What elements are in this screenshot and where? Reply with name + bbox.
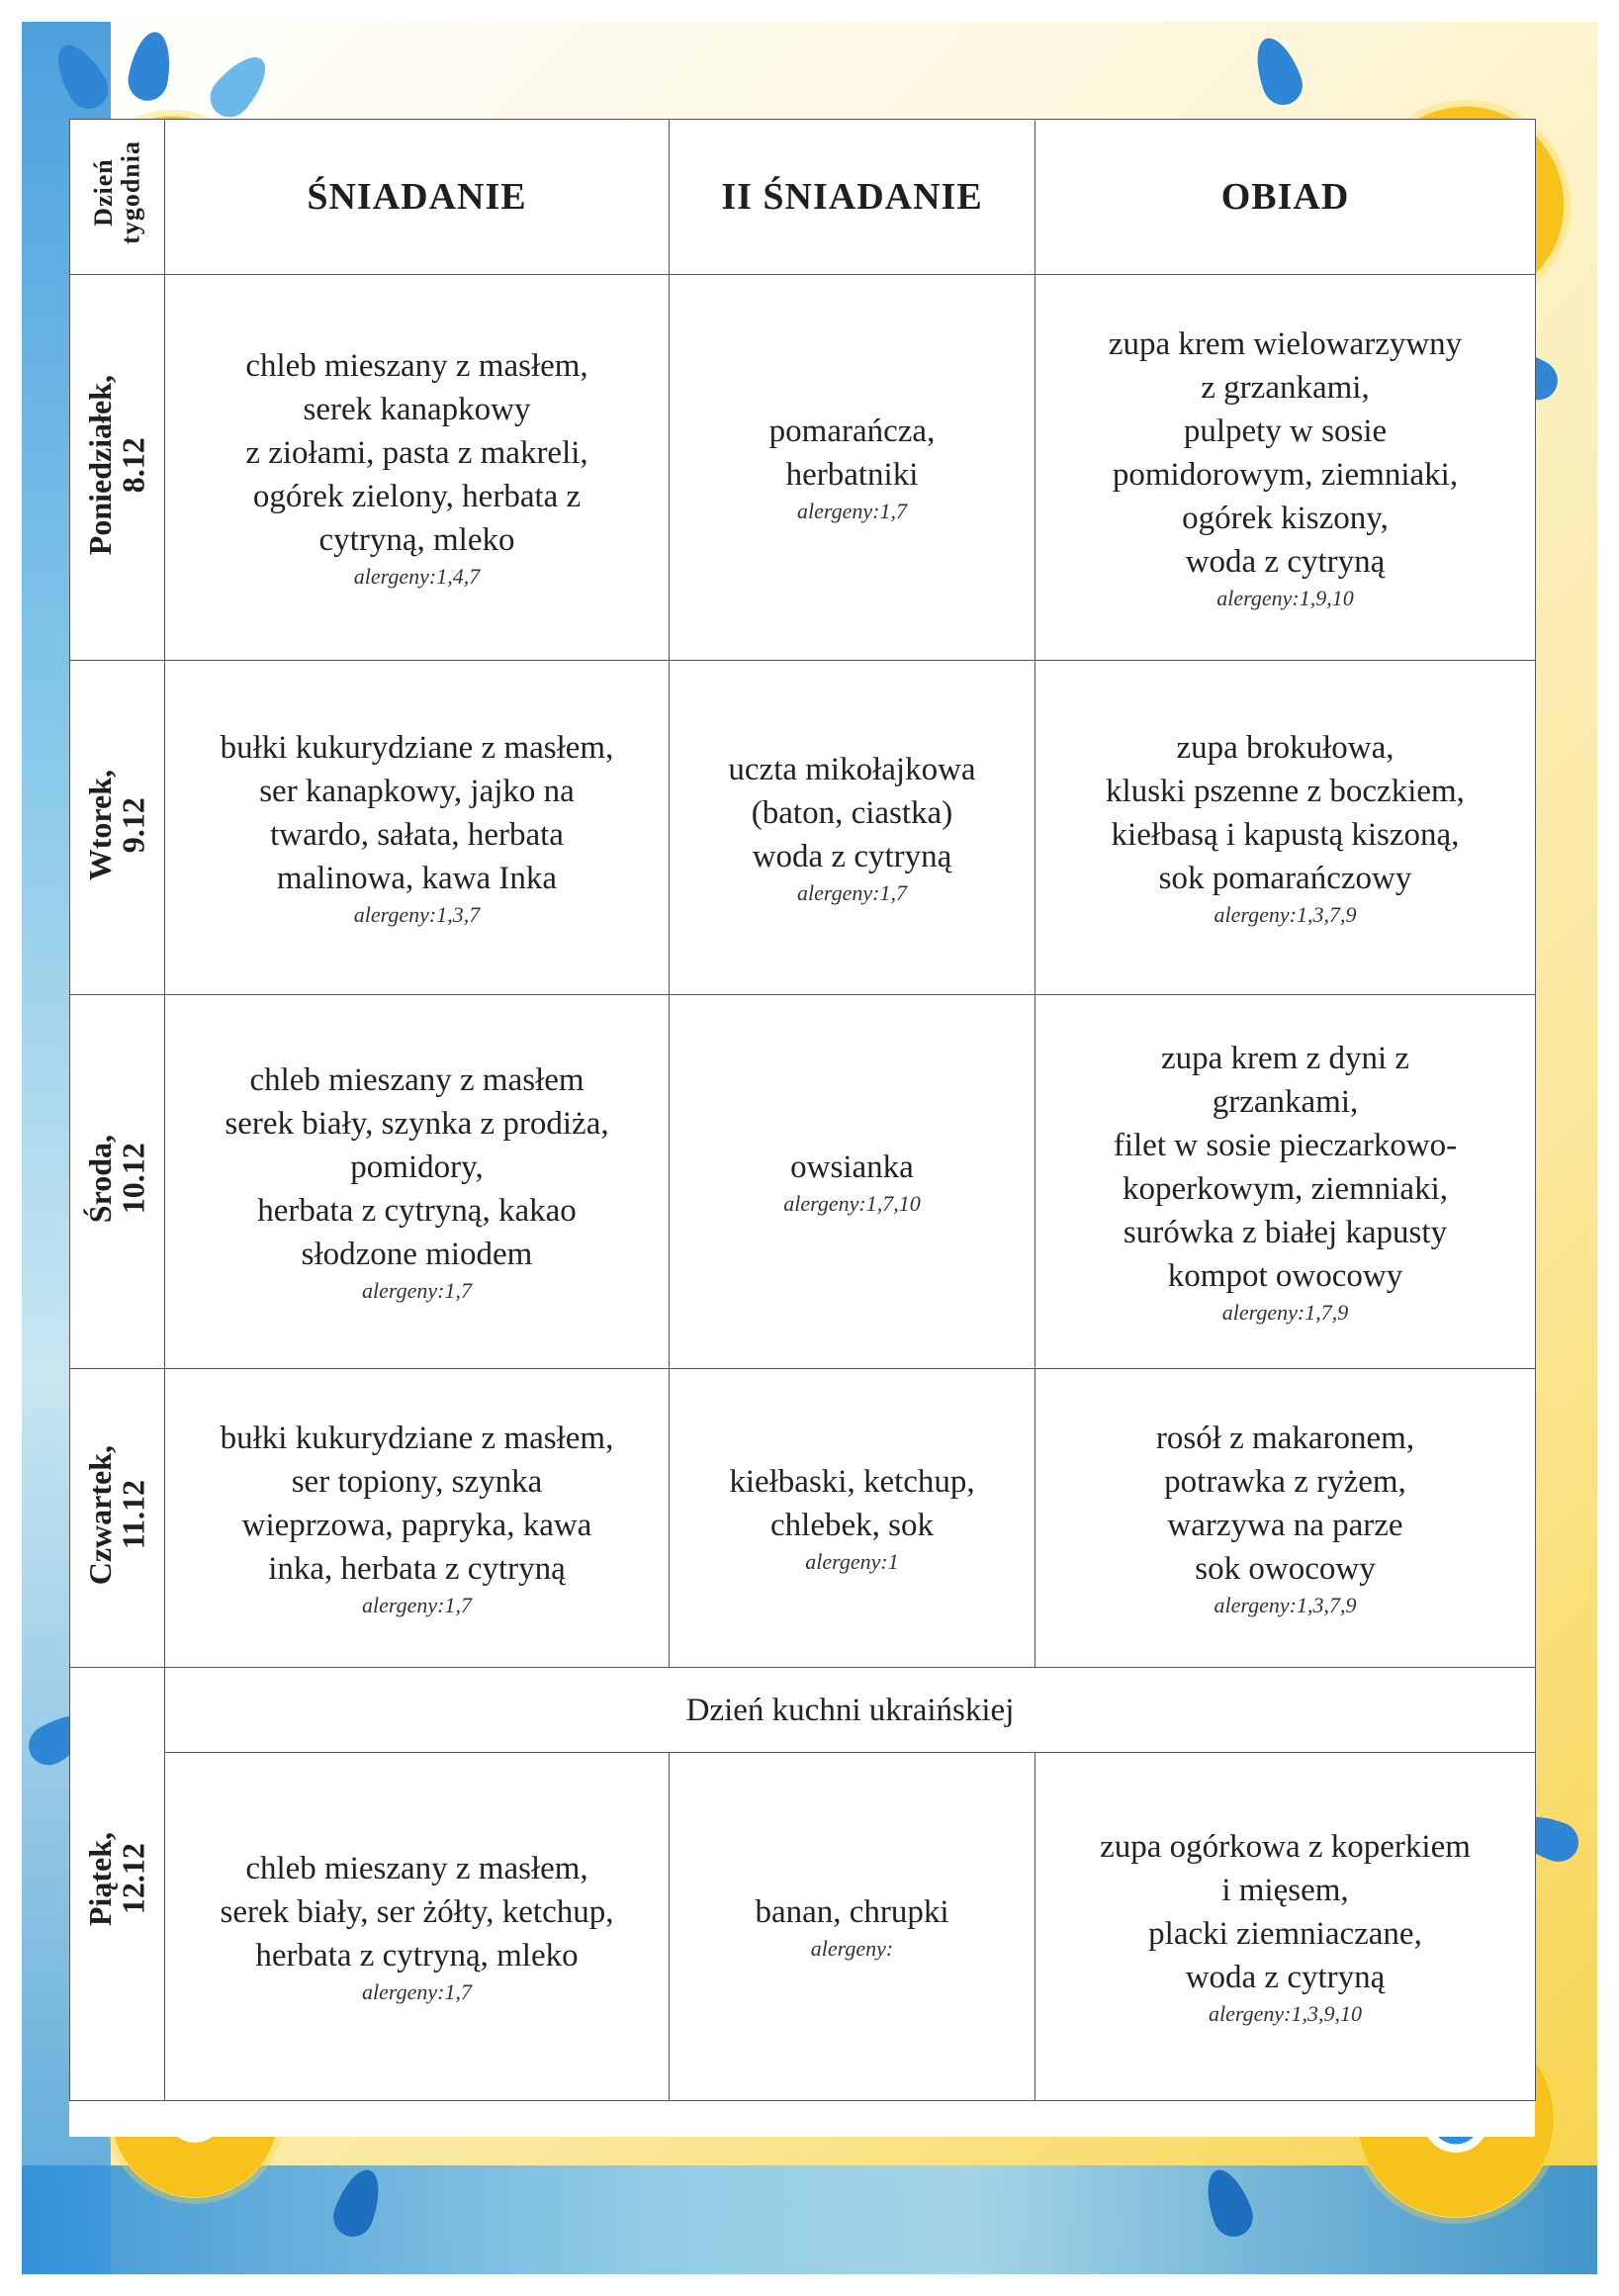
allergen-note: alergeny:: [810, 1935, 894, 1961]
header-second-breakfast: II ŚNIADANIE: [670, 120, 1035, 275]
breakfast-cell: bułki kukurydziane z masłem, ser kanapkowy, jajko na twardo, sałata, herbata malinowa, kawa Inka alergeny:1,3,7: [165, 661, 670, 995]
allergen-note: alergeny:1,7: [797, 498, 907, 523]
day-cell: [70, 1369, 165, 1668]
allergen-note: alergeny:1,7,10: [783, 1190, 921, 1216]
allergen-note: alergeny:1,3,7,9: [1214, 901, 1357, 927]
header-row: [70, 120, 1536, 275]
corner-label: Dzień tygodnia: [89, 139, 145, 244]
allergen-note: alergeny:1,7: [362, 1978, 472, 2004]
allergen-note: alergeny:1,7: [797, 879, 907, 905]
allergen-note: alergeny:1: [805, 1548, 899, 1574]
table-row: [70, 661, 1536, 995]
frame-bottom-band: [22, 2165, 1597, 2274]
header-breakfast: ŚNIADANIE: [165, 120, 670, 275]
allergen-note: alergeny:1,3,7: [353, 901, 481, 927]
lunch-cell: rosół z makaronem, potrawka z ryżem, warzywa na parze sok owocowy alergeny:1,3,7,9: [1035, 1369, 1536, 1668]
second-breakfast-cell: banan, chrupki alergeny:: [670, 1753, 1035, 2101]
leaf-icon: [202, 46, 277, 125]
leaf-icon: [1247, 32, 1308, 110]
breakfast-cell: chleb mieszany z masłem, serek kanapkowy z ziołami, pasta z makreli, ogórek zielony, herbata z cytryną, mleko alergeny:1,4,7: [165, 275, 670, 661]
lunch-cell: zupa krem wielowarzywny z grzankami, pulpety w sosie pomidorowym, ziemniaki, ogórek kiszony, woda z cytryną alergeny:1,9,10: [1035, 275, 1536, 661]
second-breakfast-cell: owsianka alergeny:1,7,10: [670, 995, 1035, 1369]
second-breakfast-cell: uczta mikołajkowa (baton, ciastka) woda z cytryną alergeny:1,7: [670, 661, 1035, 995]
lunch-cell: zupa krem z dyni z grzankami, filet w sosie pieczarkowo- koperkowym, ziemniaki, surówka z białej kapusty kompot owocowy alergeny:1,7,9: [1035, 995, 1536, 1369]
day-cell: [70, 1668, 165, 2101]
table-row: [70, 275, 1536, 661]
allergen-note: alergeny:1,3,9,10: [1209, 2000, 1362, 2026]
table-row: [70, 1369, 1536, 1668]
leaf-icon: [125, 29, 176, 104]
day-column-header: [70, 120, 165, 275]
breakfast-cell: bułki kukurydziane z masłem, ser topiony, szynka wieprzowa, papryka, kawa inka, herbata z cytryną alergeny:1,7: [165, 1369, 670, 1668]
day-label: Środa, 10.12: [81, 1135, 151, 1224]
table-row: [70, 1753, 1536, 2101]
allergen-note: alergeny:1,7: [362, 1277, 472, 1303]
second-breakfast-cell: kiełbaski, ketchup, chlebek, sok alergeny:1: [670, 1369, 1035, 1668]
allergen-note: alergeny:1,3,7,9: [1214, 1592, 1357, 1617]
allergen-note: alergeny:1,4,7: [353, 563, 481, 589]
weekly-menu-table: [69, 119, 1536, 2101]
day-cell: [70, 995, 165, 1369]
table-row: [70, 995, 1536, 1369]
breakfast-cell: chleb mieszany z masłem, serek biały, ser żółty, ketchup, herbata z cytryną, mleko alergeny:1,7: [165, 1753, 670, 2101]
allergen-note: alergeny:1,7,9: [1221, 1299, 1349, 1325]
theme-day-banner: Dzień kuchni ukraińskiej: [165, 1668, 1536, 1753]
allergen-note: alergeny:1,9,10: [1216, 585, 1354, 610]
second-breakfast-cell: pomarańcza, herbatniki alergeny:1,7: [670, 275, 1035, 661]
day-cell: [70, 661, 165, 995]
lunch-cell: zupa brokułowa, kluski pszenne z boczkiem, kiełbasą i kapustą kiszoną, sok pomarańczowy alergeny:1,3,7,9: [1035, 661, 1536, 995]
breakfast-cell: chleb mieszany z masłem serek biały, szynka z prodiża, pomidory, herbata z cytryną, kakao słodzone miodem alergeny:1,7: [165, 995, 670, 1369]
day-cell: [70, 275, 165, 661]
day-label: Poniedziałek, 8.12: [81, 374, 151, 556]
day-label: Wtorek, 9.12: [81, 769, 151, 881]
table-row: [70, 1668, 1536, 1753]
day-label: Piątek, 12.12: [81, 1832, 151, 1927]
lunch-cell: zupa ogórkowa z koperkiem i mięsem, placki ziemniaczane, woda z cytryną alergeny:1,3,9,10: [1035, 1753, 1536, 2101]
header-lunch: OBIAD: [1035, 120, 1536, 275]
allergen-note: alergeny:1,7: [362, 1592, 472, 1617]
day-label: Czwartek, 11.12: [81, 1445, 151, 1586]
